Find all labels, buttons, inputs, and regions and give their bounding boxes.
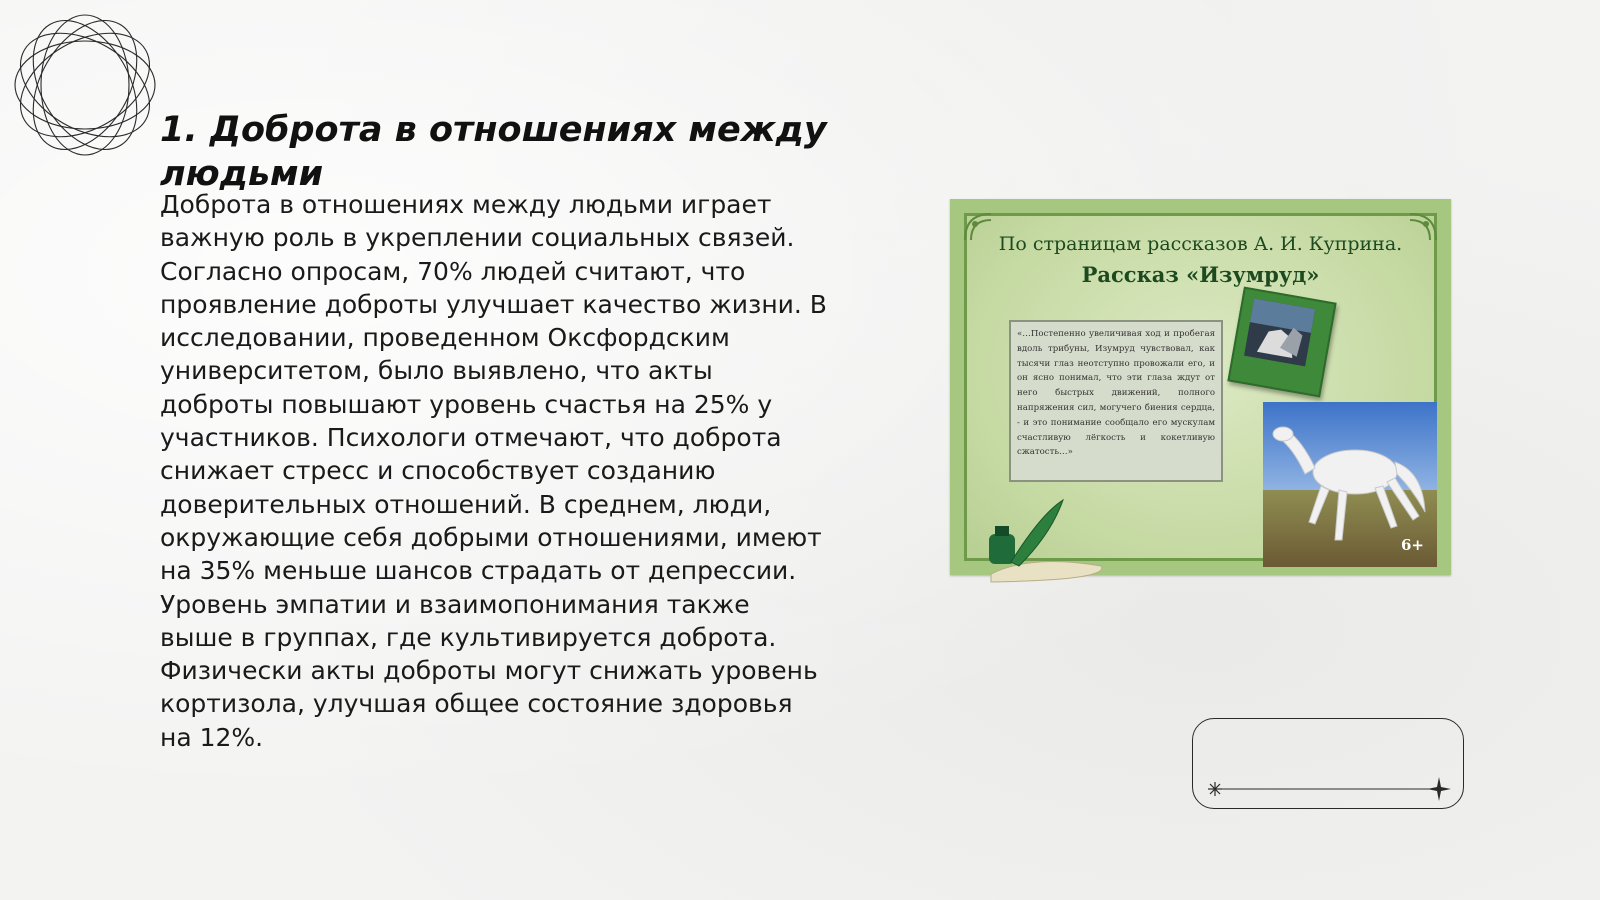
poster-story-title: Рассказ «Изумруд» bbox=[1081, 262, 1320, 287]
age-rating: 6+ bbox=[1400, 536, 1424, 554]
slide-title: 1. Доброта в отношениях между людьми bbox=[160, 110, 827, 194]
decorative-line-box bbox=[1192, 718, 1464, 809]
inkwell-quill-icon bbox=[971, 494, 1121, 584]
kuprin-story-poster bbox=[950, 199, 1451, 575]
quote-box bbox=[1009, 320, 1223, 482]
circle-ornament-icon bbox=[10, 10, 160, 160]
poster-heading: По страницам рассказов А. И. Куприна. bbox=[998, 233, 1403, 255]
poster-frame bbox=[964, 213, 1437, 561]
slide-body-text: Доброта в отношениях между людьми играет важную роль в укреплении социальных связей. Согласно опросам, 70% людей считают, что проявление доброты улучшает качество жизни. В исследовании, проведенном Оксфордским университетом, было выявлено, что акты доброты повышают уровень счастья на 25% у участников. Психологи отмечают, что доброта снижает стресс и способствует созданию доверительных отношений. В среднем, люди, окружающие себя добрыми отношениями, имеют на 35% меньше шансов страдать от депрессии. Уровень эмпатии и взаимопонимания также выше в группах, где культивируется доброта. Физически акты доброты могут снижать уровень кортизола, улучшая общее состояние здоровья на 12%. bbox=[160, 190, 827, 752]
book-cover-image bbox=[1227, 287, 1336, 398]
sparkle-line-icon bbox=[1193, 719, 1465, 810]
story-quote: «…Постепенно увеличивая ход и пробегая вдоль трибуны, Изумруд чувствовал, как тысячи глаз неотступно провожали его, и он ясно понимал, что эти глаза ждут от него быстрых движений, полного напряжения сил, могучего биения сердца, - и это понимание сообщало его мускулам счастливую лёгкость и кокетливую сжатость…» bbox=[1017, 329, 1215, 458]
